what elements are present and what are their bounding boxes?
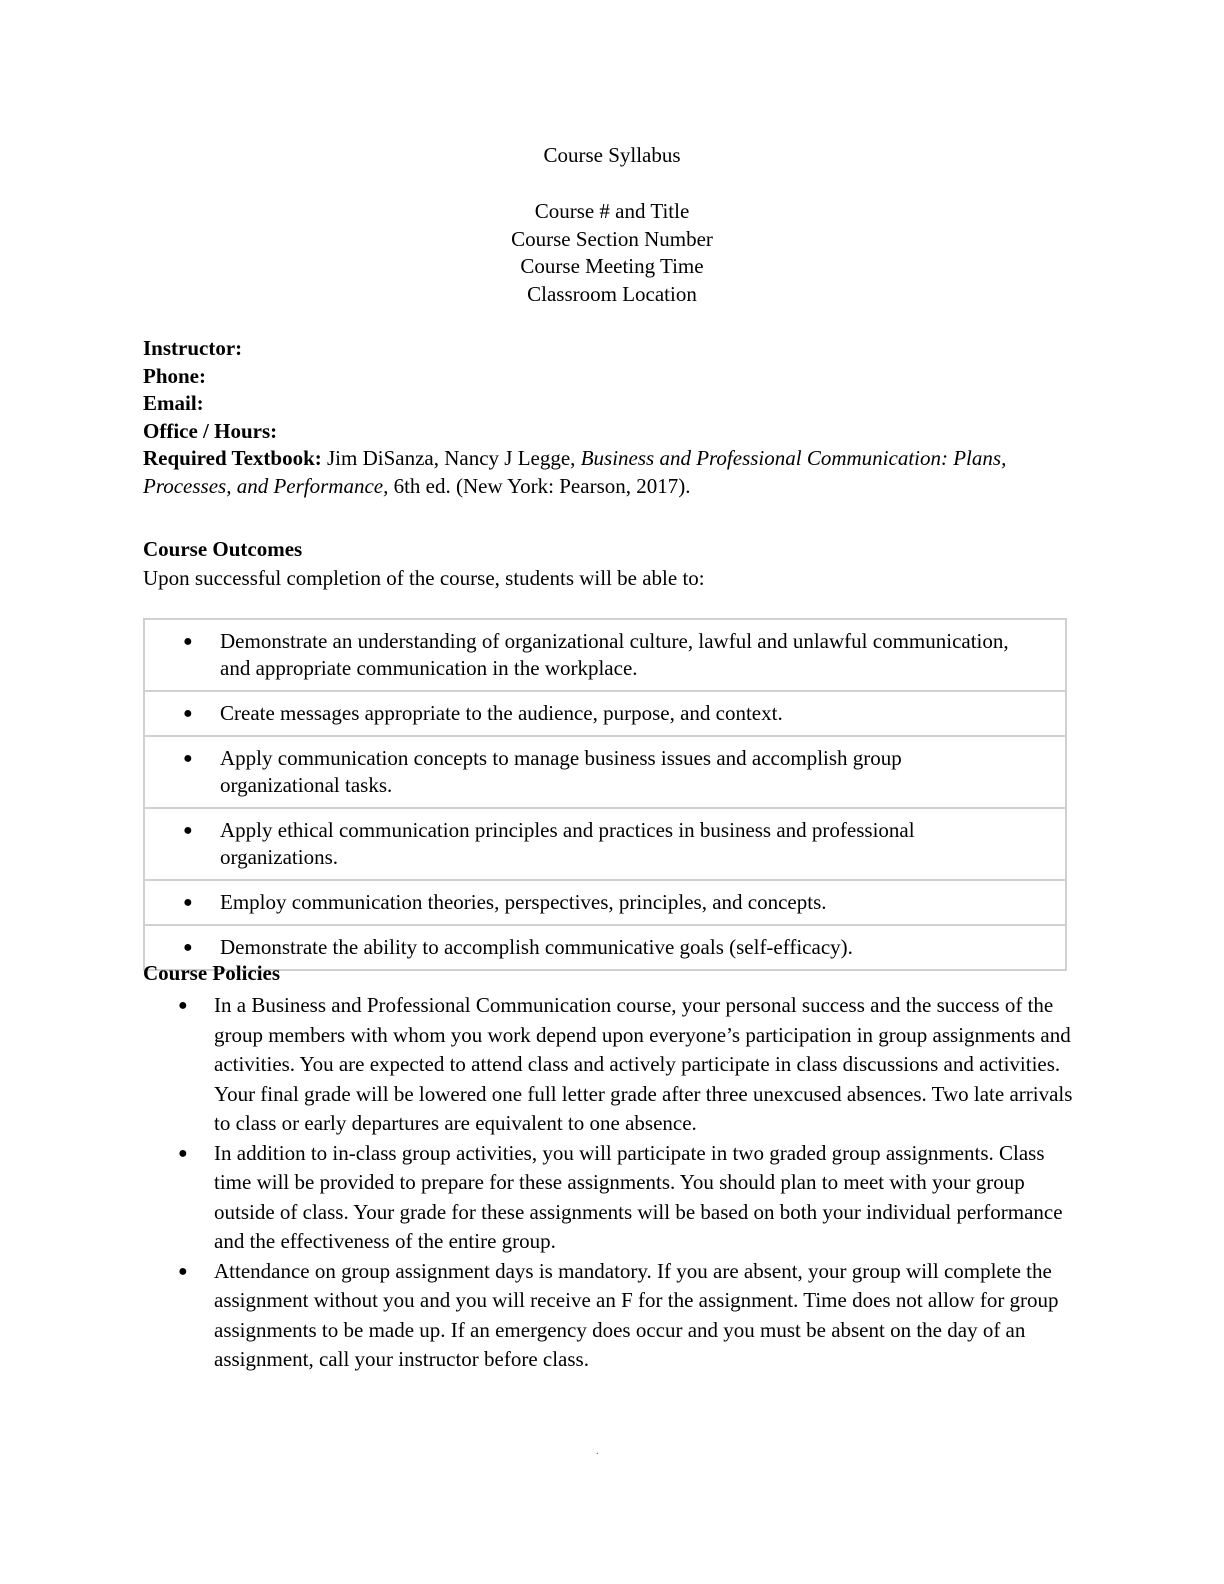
outcome-text: Create messages appropriate to the audience, purpose, and context.: [220, 701, 783, 725]
course-number-title: Course # and Title: [534, 199, 690, 223]
textbook-label: Required Textbook:: [143, 446, 322, 470]
document-title: Course Syllabus: [543, 143, 681, 167]
policy-item: [143, 1139, 1073, 1257]
policy-item: [143, 991, 1073, 1139]
outcome-row: [145, 692, 1065, 737]
course-meeting-time: Course Meeting Time: [520, 254, 704, 278]
textbook-edition: 6th ed. (New York: Pearson, 2017).: [388, 473, 691, 498]
instructor-label: Instructor:: [143, 336, 243, 360]
course-info: [143, 335, 1083, 500]
outcome-text: Demonstrate the ability to accomplish communicative goals (self-efficacy).: [220, 935, 853, 959]
page-footer-mark: .: [596, 1446, 599, 1457]
course-outcomes-intro: Upon successful completion of the course, students will be able to:: [143, 566, 705, 590]
bullet-icon: ●: [178, 1144, 188, 1162]
bullet-icon: ●: [178, 1262, 188, 1280]
outcome-text: Demonstrate an understanding of organizational culture, lawful and unlawful communication, and appropriate communication in the workplace.: [220, 629, 1009, 680]
outcome-text: Employ communication theories, perspectives, principles, and concepts.: [220, 890, 827, 914]
outcome-text: Apply communication concepts to manage business issues and accomplish group organizational tasks.: [220, 746, 902, 797]
course-policies-list: [143, 991, 1073, 1375]
bullet-icon: ●: [183, 822, 193, 839]
course-outcomes-table: [143, 618, 1067, 971]
classroom-location: Classroom Location: [527, 281, 697, 306]
policy-text: Attendance on group assignment days is mandatory. If you are absent, your group will complete the assignment without you and you will receive an F for the assignment. Time does not allow for group assignments to be made up. If an emergency does occur and you must be absent on the day of an assignment, call your instructor before class.: [214, 1258, 1059, 1371]
outcome-row: [145, 881, 1065, 926]
textbook-authors: Jim DiSanza, Nancy J Legge,: [321, 446, 581, 470]
outcome-text: Apply ethical communication principles and practices in business and professional organizations.: [220, 818, 915, 869]
bullet-icon: ●: [183, 705, 193, 722]
outcome-row: [145, 809, 1065, 881]
bullet-icon: ●: [183, 894, 193, 911]
bullet-icon: ●: [183, 750, 193, 767]
required-textbook: [143, 445, 1083, 500]
course-header-block: [0, 198, 1224, 308]
bullet-icon: ●: [178, 997, 188, 1014]
outcome-row: [145, 926, 1065, 969]
phone-label: Phone:: [143, 363, 206, 388]
office-hours-label: Office / Hours:: [143, 418, 278, 443]
course-policies-heading: Course Policies: [143, 961, 281, 985]
policy-text: In addition to in-class group activities, you will participate in two graded group assignments. Class time will be provided to prepare for these assignments. You should plan to meet with your group outside of class. Your grade for these assignments will be based on both your individual performance and the effectiveness of the entire group.: [214, 1140, 1063, 1253]
bullet-icon: ●: [183, 633, 193, 650]
policy-item: [143, 1257, 1073, 1375]
course-section-number: Course Section Number: [511, 226, 713, 251]
outcome-row: [145, 737, 1065, 809]
course-outcomes-heading: Course Outcomes: [143, 537, 303, 561]
bullet-icon: ●: [183, 939, 193, 956]
outcome-row: [145, 620, 1065, 692]
policy-text: In a Business and Professional Communication course, your personal success and the success of the group members with whom you work depend upon everyone’s participation in group assignments and activities. You are expected to attend class and actively participate in class discussions and activities. Your final grade will be lowered one full letter grade after three unexcused absences. Two late arrivals to class or early departures are equivalent to one absence.: [214, 993, 1073, 1135]
textbook-title: Business and Professional Communication: Plans, Processes, and Performance,: [143, 446, 1007, 498]
email-label: Email:: [143, 391, 204, 415]
